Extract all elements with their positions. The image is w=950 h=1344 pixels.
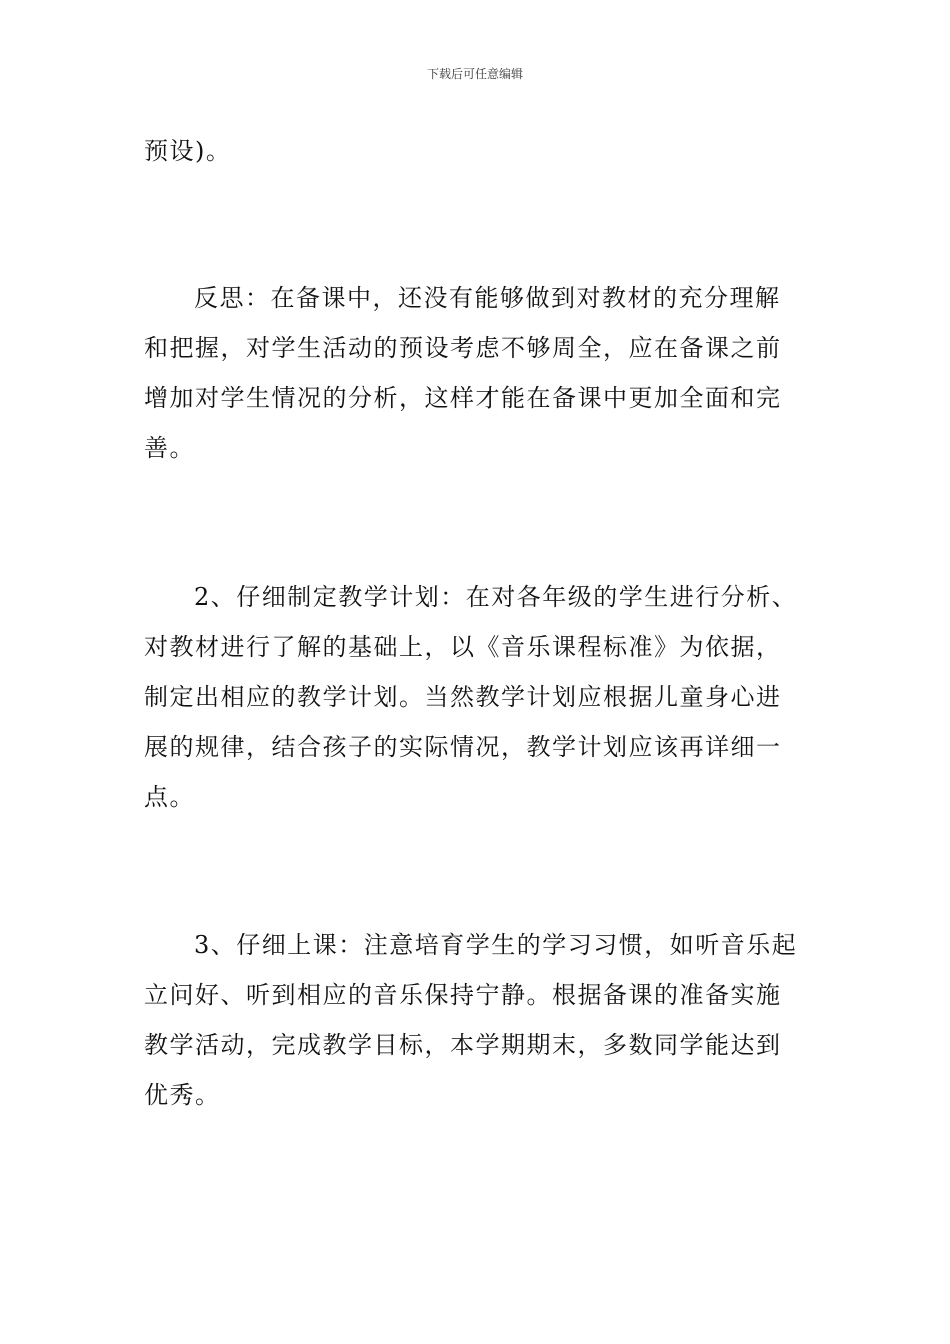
- text-line: 增加对学生情况的分析，这样才能在备课中更加全面和完: [144, 384, 782, 412]
- paragraph-reflection: [144, 273, 808, 473]
- paragraph-item-2: [144, 572, 808, 822]
- text-line: 展的规律，结合孩子的实际情况，教学计划应该再详细一: [144, 733, 782, 761]
- text-line: 预设)。: [144, 137, 232, 165]
- text-line: 点。: [144, 783, 195, 811]
- paragraph-item-3: [144, 920, 808, 1120]
- text-line: 对教材进行了解的基础上，以《音乐课程标准》为依据，: [144, 633, 782, 661]
- text-line: 优秀。: [144, 1081, 221, 1109]
- text-line: 和把握，对学生活动的预设考虑不够周全，应在备课之前: [144, 334, 782, 362]
- text-line: 教学活动，完成教学目标，本学期期末，多数同学能达到: [144, 1031, 782, 1059]
- paragraph-continuation: [144, 126, 808, 176]
- text-line: 立问好、听到相应的音乐保持宁静。根据备课的准备实施: [144, 981, 782, 1009]
- text-line: 善。: [144, 434, 195, 462]
- page-header: 下载后可任意编辑: [426, 67, 523, 81]
- text-line: 2、仔细制定教学计划：在对各年级的学生进行分析、: [194, 583, 798, 611]
- text-line: 制定出相应的教学计划。当然教学计划应根据儿童身心进: [144, 683, 782, 711]
- text-line: 3、仔细上课：注意培育学生的学习习惯，如听音乐起: [194, 931, 798, 959]
- text-line: 反思：在备课中，还没有能够做到对教材的充分理解: [194, 284, 781, 312]
